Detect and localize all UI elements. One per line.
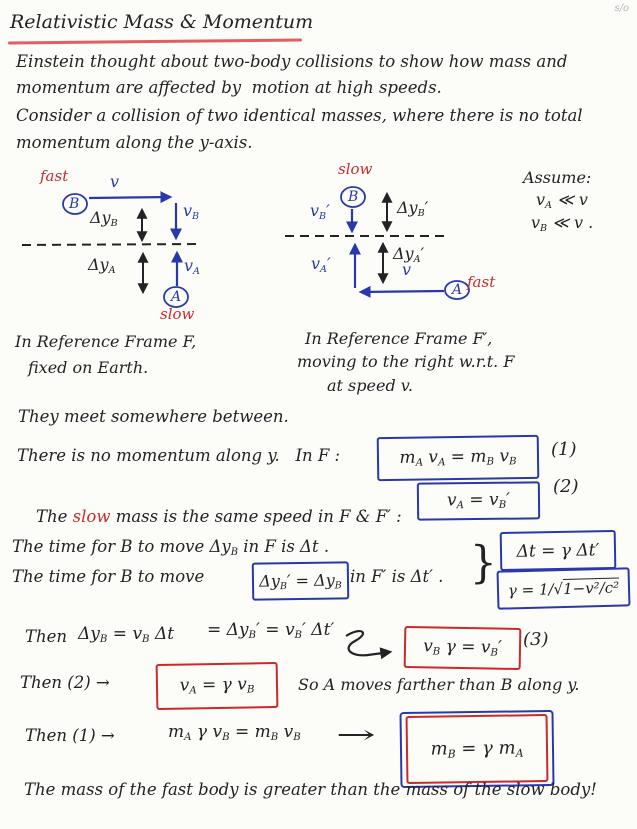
caption-right-1: In Reference Frame F′, — [305, 329, 493, 348]
time-dilation-equation: Δt = γ Δt′ — [516, 539, 600, 562]
vb-prime-label: $v_B'$ — [310, 201, 330, 222]
v-label-right: v — [402, 260, 412, 279]
time-line-1: The time for B to move $\Delta y_B$ in F is Δt . — [12, 537, 330, 558]
intro-line-1: Einstein thought about two-body collisions to show how mass and — [16, 52, 568, 71]
momentum-line: There is no momentum along y. In F : — [17, 446, 341, 465]
result-box-inner — [406, 714, 549, 784]
then2-label: Then (2) → — [20, 673, 110, 692]
equation-3: $v_B$ $\gamma = v_B'$ — [422, 636, 503, 660]
assume-eq-1: $v_A$ ≪ v — [536, 190, 588, 211]
meeting-dashed-line — [22, 244, 200, 245]
time-line-2-pre: The time for B to move — [12, 567, 205, 586]
equation-4-box — [156, 662, 279, 710]
time-line-2-post: in F′ is Δt′ . — [350, 567, 444, 586]
squiggle-arrow-icon — [338, 626, 402, 664]
equation-1-number: (1) — [551, 439, 577, 460]
mass-a-label-left: A — [171, 289, 182, 305]
assume-eq-2: $v_B$ ≪ v . — [531, 213, 594, 234]
then3-equation-2: = $\Delta y_B' = v_B'$ Δt′ — [207, 620, 335, 642]
then3-pre: Then — [25, 627, 68, 646]
caption-right-2: moving to the right w.r.t. F — [297, 352, 515, 371]
equation-3-number: (3) — [523, 629, 549, 650]
then3-equation: $\Delta y_B = v_B$ Δt — [78, 624, 175, 646]
v-label-left: v — [110, 172, 120, 191]
fast-label-left: fast — [40, 167, 69, 185]
page-corner-mark: s/o — [614, 3, 629, 14]
va-label-left: $v_A$ — [184, 256, 200, 277]
setup-line-2: momentum along the y-axis. — [16, 133, 253, 152]
result-equation: $m_B = \gamma$ $m_A$ — [430, 737, 524, 761]
page-title: Relativistic Mass & Momentum — [10, 11, 314, 33]
conclusion-line: The mass of the fast body is greater than the mass of the slow body! — [24, 780, 597, 799]
mass-b-label-left: B — [69, 196, 80, 212]
equation-1: $m_A$ $v_A = m_B$ $v_B$ — [399, 446, 517, 470]
caption-left-1: In Reference Frame F, — [15, 332, 197, 351]
dy-b-label-left: $\Delta y_B$ — [90, 208, 118, 229]
assume-heading: Assume: — [523, 168, 592, 187]
implies-arrow: → — [336, 720, 376, 749]
then1-equation: $m_A$ γ $v_B = m_B$ $v_B$ — [168, 722, 301, 744]
meet-line: They meet somewhere between. — [18, 407, 289, 426]
frame-f-diagram — [10, 167, 230, 328]
gamma-definition-box — [497, 567, 631, 609]
same-speed-pre: The — [35, 506, 73, 526]
dy-a-prime-label: $\Delta y_A'$ — [393, 244, 425, 265]
then1-label: Then (1) → — [25, 726, 115, 745]
dy-equal-box — [252, 561, 350, 600]
intro-line-2: momentum are affected by motion at high speeds. — [16, 78, 442, 97]
equation-3-box — [404, 626, 522, 670]
frame-velocity-arrow — [89, 197, 170, 198]
slow-label-left: slow — [160, 305, 195, 323]
vb-label-left: $v_B$ — [183, 201, 200, 222]
dy-equal-equation: $\Delta y_B' = \Delta y_B$ — [259, 570, 342, 592]
title-underline — [8, 38, 302, 44]
dy-b-prime-label: $\Delta y_B'$ — [397, 198, 429, 219]
slow-word: slow — [72, 506, 111, 526]
grouping-brace: } — [470, 536, 497, 589]
setup-line-1: Consider a collision of two identical masses, where there is no total — [16, 106, 583, 125]
slow-label-right: slow — [338, 160, 373, 178]
va-prime-label: $v_A'$ — [311, 254, 331, 275]
gamma-definition-equation: γ = 1/√1−v²/c² — [507, 578, 620, 599]
caption-right-3: at speed v. — [327, 376, 413, 395]
fast-label-right: fast — [467, 273, 496, 291]
equation-2-box — [417, 481, 540, 520]
result-box-outer — [399, 710, 554, 788]
equation-4: $v_A = \gamma$ $v_B$ — [179, 674, 255, 697]
same-speed-post: mass is the same speed in F & F′ : — [110, 506, 402, 526]
mass-a-label-right: A — [452, 282, 463, 298]
equation-2-number: (2) — [553, 476, 579, 497]
frame-velocity-arrow-prime — [361, 291, 444, 292]
dy-a-label-left: $\Delta y_A$ — [88, 255, 116, 276]
equation-2: $v_A = v_B'$ — [446, 490, 511, 512]
then2-note: So A moves farther than B along y. — [298, 675, 580, 694]
caption-left-2: fixed on Earth. — [28, 358, 149, 377]
equation-1-box — [377, 435, 540, 481]
mass-b-label-right: B — [348, 189, 359, 205]
time-dilation-box — [500, 530, 617, 571]
